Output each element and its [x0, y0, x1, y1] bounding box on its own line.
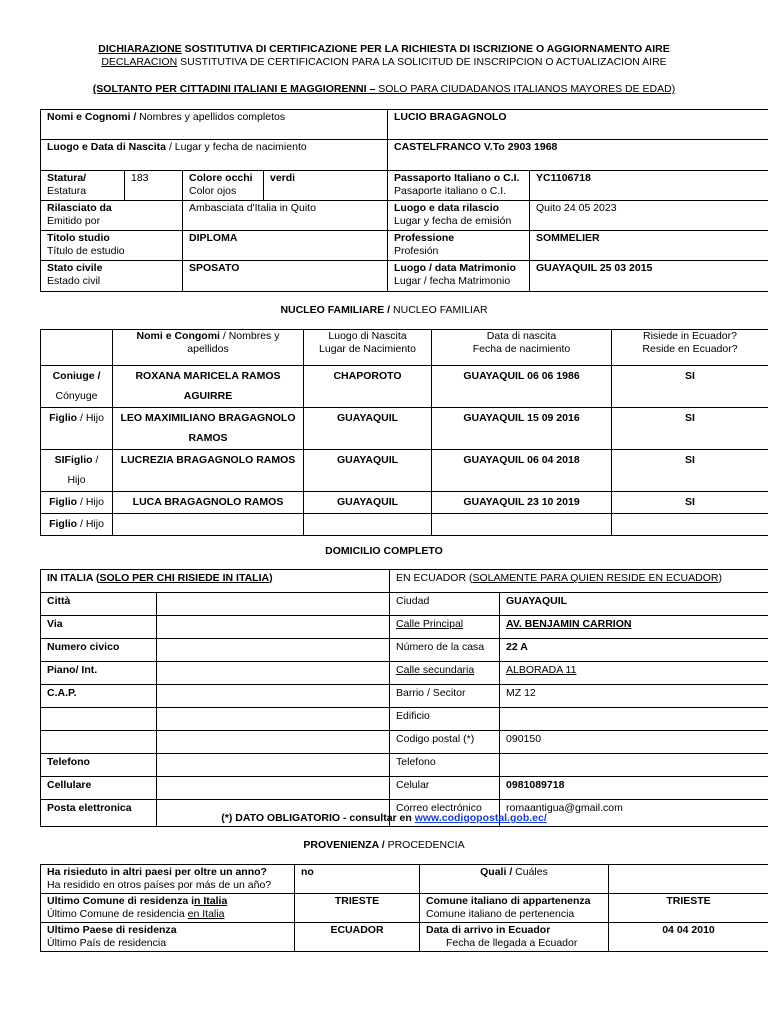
- it-phone-value: [157, 754, 390, 777]
- family-resides: [612, 514, 768, 536]
- family-table: [40, 329, 768, 536]
- title-line-it: [0, 42, 768, 56]
- ec-building-label: Edificio: [390, 708, 500, 731]
- ec-postal-label: Codigo postal (*): [390, 731, 500, 754]
- height-label: Statura/ Estatura: [41, 171, 125, 201]
- ec-secondary-label: Calle secundaria: [390, 662, 500, 685]
- family-header-role: [41, 330, 113, 366]
- it-empty-value: [157, 708, 390, 731]
- family-role: Figlio / Hijo: [41, 514, 113, 536]
- title-es-underlined: DECLARACION: [101, 56, 178, 68]
- family-role: SIFiglio / Hijo: [41, 450, 113, 492]
- family-birthdate: GUAYAQUIL 06 04 2018: [432, 450, 612, 492]
- passport-label: Passaporto Italiano o C.I. Pasaporte italiano o C.I.: [388, 171, 530, 201]
- last-country-value: ECUADOR: [295, 923, 420, 952]
- family-header-birthplace: Luogo di Nascita Lugar de Nacimiento: [304, 330, 432, 366]
- domicile-row: [41, 731, 768, 754]
- ec-number-value: 22 A: [500, 639, 768, 662]
- ec-mobile-label: Celular: [390, 777, 500, 800]
- belonging-comune-label: Comune italiano di appartenenza Comune italiano de pertenencia: [420, 894, 609, 923]
- it-empty-value: [157, 731, 390, 754]
- birth-value: CASTELFRANCO V.To 2903 1968: [388, 140, 768, 171]
- family-birthplace: CHAPOROTO: [304, 366, 432, 408]
- title-it-rest: SOSTITUTIVA DI CERTIFICAZIONE PER LA RICHIESTA DI ISCRIZIONE O AGGIORNAMENTO AIRE: [181, 43, 670, 55]
- ec-phone-label: Telefono: [390, 754, 500, 777]
- passport-value: YC1106718: [530, 171, 768, 201]
- it-cap-label: C.A.P.: [41, 685, 157, 708]
- family-title: NUCLEO FAMILIARE / NUCLEO FAMILIAR: [280, 304, 488, 316]
- ec-barrio-value: MZ 12: [500, 685, 768, 708]
- note-text: (*) DATO OBLIGATORIO - consultar en: [221, 812, 415, 824]
- family-birthdate: [432, 514, 612, 536]
- education-label: Titolo studio Título de estudio: [41, 231, 183, 261]
- last-country-label: Ultimo Paese di residenza Último País de residencia: [41, 923, 295, 952]
- postal-code-link[interactable]: www.codigopostal.gob.ec/: [414, 812, 547, 824]
- it-street-value: [157, 616, 390, 639]
- ec-email-value: romaantigua@gmail.com: [500, 800, 768, 827]
- family-name: LUCA BRAGAGNOLO RAMOS: [113, 492, 304, 514]
- last-comune-label: Ultimo Comune di residenza in Italia Último Comune de residencia en Italia: [41, 894, 295, 923]
- ec-city-value: GUAYAQUIL: [500, 593, 768, 616]
- it-number-label: Numero civico: [41, 639, 157, 662]
- education-value: DIPLOMA: [183, 231, 388, 261]
- family-row: [41, 366, 768, 408]
- family-name: [113, 514, 304, 536]
- ecuador-header: EN ECUADOR (SOLAMENTE PARA QUIEN RESIDE EN ECUADOR): [390, 570, 768, 593]
- it-email-label: Posta elettronica: [41, 800, 157, 827]
- issue-place-value: Quito 24 05 2023: [530, 201, 768, 231]
- domicile-row: [41, 685, 768, 708]
- family-name: LUCREZIA BRAGAGNOLO RAMOS: [113, 450, 304, 492]
- ec-phone-value: [500, 754, 768, 777]
- subtitle-it: (SOLTANTO PER CITTADINI ITALIANI E MAGGIORENNI –: [92, 83, 379, 95]
- family-resides: SI: [612, 366, 768, 408]
- domicile-row: [41, 777, 768, 800]
- profession-value: SOMMELIER: [530, 231, 768, 261]
- ec-secondary-value: ALBORADA 11: [500, 662, 768, 685]
- ec-email-label: Correo electrónico: [390, 800, 500, 827]
- ec-city-label: Ciudad: [390, 593, 500, 616]
- lived-abroad-value: no: [295, 865, 420, 894]
- family-birthdate: GUAYAQUIL 15 09 2016: [432, 408, 612, 450]
- height-value: 183: [125, 171, 183, 201]
- name-value: LUCIO BRAGAGNOLO: [388, 110, 768, 140]
- arrival-date-label: Data di arrivo in Ecuador Fecha de llegada a Ecuador: [420, 923, 609, 952]
- it-city-value: [157, 593, 390, 616]
- domicile-title: DOMICILIO COMPLETO: [325, 545, 443, 557]
- family-birthdate: GUAYAQUIL 06 06 1986: [432, 366, 612, 408]
- marriage-label: Luogo / data Matrimonio Lugar / fecha Matrimonio: [388, 261, 530, 292]
- arrival-date-value: 04 04 2010: [609, 923, 768, 952]
- it-phone-label: Telefono: [41, 754, 157, 777]
- issued-by-value: Ambasciata d'Italia in Quito: [183, 201, 388, 231]
- domicile-row: [41, 754, 768, 777]
- lived-abroad-label: Ha risieduto in altri paesi per oltre un anno? Ha residido en otros países por más de un año?: [41, 865, 295, 894]
- family-header-resides: Risiede in Ecuador? Reside en Ecuador?: [612, 330, 768, 366]
- marriage-value: GUAYAQUIL 25 03 2015: [530, 261, 768, 292]
- it-floor-label: Piano/ Int.: [41, 662, 157, 685]
- it-floor-value: [157, 662, 390, 685]
- it-mobile-label: Cellulare: [41, 777, 157, 800]
- family-name: LEO MAXIMILIANO BRAGAGNOLO RAMOS: [113, 408, 304, 450]
- family-birthplace: GUAYAQUIL: [304, 408, 432, 450]
- issued-by-label: Rilasciato da Emitido por: [41, 201, 183, 231]
- domicile-row: [41, 662, 768, 685]
- marital-value: SPOSATO: [183, 261, 388, 292]
- family-row: [41, 408, 768, 450]
- which-value: [609, 865, 768, 894]
- italy-header: IN ITALIA (SOLO PER CHI RISIEDE IN ITALIA): [41, 570, 390, 593]
- belonging-comune-value: TRIESTE: [609, 894, 768, 923]
- family-header-name: Nomi e Congomi / Nombres y apellidos: [113, 330, 304, 366]
- title-it-underlined: DICHIARAZIONE: [98, 43, 182, 55]
- ec-street-label: Calle Principal: [390, 616, 500, 639]
- issue-place-label: Luogo e data rilascio Lugar y fecha de emisión: [388, 201, 530, 231]
- name-label: Nomi e Cognomi / Nombres y apellidos completos: [41, 110, 388, 140]
- origin-table: [40, 864, 768, 952]
- ec-number-label: Número de la casa: [390, 639, 500, 662]
- family-birthplace: [304, 514, 432, 536]
- subtitle-es: SOLO PARA CIUDADANOS ITALIANOS MAYORES DE EDAD): [378, 83, 676, 95]
- family-role: Figlio / Hijo: [41, 408, 113, 450]
- family-row: [41, 492, 768, 514]
- ec-building-value: [500, 708, 768, 731]
- it-number-value: [157, 639, 390, 662]
- title-line-es: [0, 55, 768, 69]
- it-empty-label: [41, 731, 157, 754]
- family-role: Figlio / Hijo: [41, 492, 113, 514]
- family-resides: SI: [612, 492, 768, 514]
- last-comune-value: TRIESTE: [295, 894, 420, 923]
- birth-label: Luogo e Data di Nascita / Lugar y fecha de nacimiento: [41, 140, 388, 171]
- family-birthplace: GUAYAQUIL: [304, 492, 432, 514]
- family-header-birthdate: Data di nascita Fecha de nacimiento: [432, 330, 612, 366]
- family-row: [41, 514, 768, 536]
- domicile-row: [41, 708, 768, 731]
- subtitle-line: [0, 82, 768, 96]
- family-birthdate: GUAYAQUIL 23 10 2019: [432, 492, 612, 514]
- domicile-row: [41, 593, 768, 616]
- family-row: [41, 450, 768, 492]
- profession-label: Professione Profesión: [388, 231, 530, 261]
- family-resides: SI: [612, 450, 768, 492]
- personal-data-table: [40, 109, 768, 292]
- family-birthplace: GUAYAQUIL: [304, 450, 432, 492]
- eyes-value: verdi: [264, 171, 388, 201]
- eyes-label: Colore occhi Color ojos: [183, 171, 264, 201]
- it-empty-label: [41, 708, 157, 731]
- ec-barrio-label: Barrio / Secitor: [390, 685, 500, 708]
- it-street-label: Via: [41, 616, 157, 639]
- ec-street-value: AV. BENJAMIN CARRION: [500, 616, 768, 639]
- origin-title: PROVENIENZA / PROCEDENCIA: [303, 839, 465, 851]
- ec-postal-value: 090150: [500, 731, 768, 754]
- it-cap-value: [157, 685, 390, 708]
- domicile-table: [40, 569, 768, 827]
- marital-label: Stato civile Estado civil: [41, 261, 183, 292]
- postal-code-note: [0, 812, 768, 824]
- which-label: Quali / Cuáles: [420, 865, 609, 894]
- family-role: Coniuge / Cónyuge: [41, 366, 113, 408]
- domicile-row: [41, 616, 768, 639]
- family-name: ROXANA MARICELA RAMOS AGUIRRE: [113, 366, 304, 408]
- ec-mobile-value: 0981089718: [500, 777, 768, 800]
- domicile-row: [41, 639, 768, 662]
- it-mobile-value: [157, 777, 390, 800]
- family-resides: SI: [612, 408, 768, 450]
- it-city-label: Città: [41, 593, 157, 616]
- title-es-rest: SUSTITUTIVA DE CERTIFICACION PARA LA SOLICITUD DE INSCRIPCION O ACTUALIZACION AIRE: [177, 56, 667, 68]
